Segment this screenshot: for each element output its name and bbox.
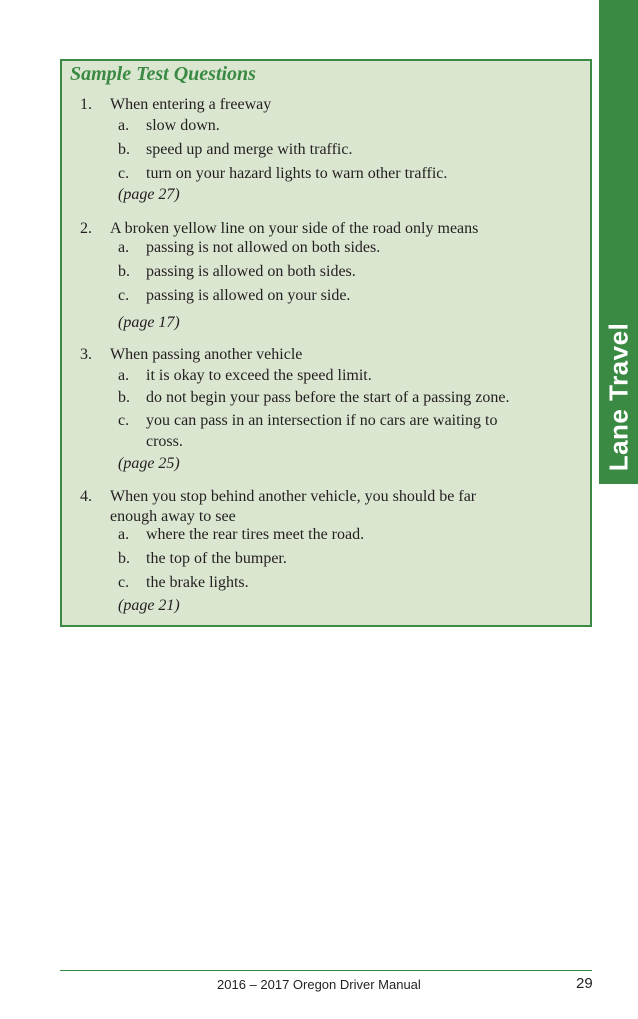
option-letter: b. [118, 141, 130, 158]
option-letter: c. [118, 412, 130, 429]
option-text: turn on your hazard lights to warn other traffic. [146, 165, 448, 182]
question-number: 3. [80, 346, 92, 363]
question-text: When you stop behind another vehicle, you should be far [110, 488, 477, 505]
footer-divider [60, 970, 592, 971]
option-text: passing is allowed on your side. [146, 287, 351, 304]
option-letter: a. [118, 367, 130, 384]
option-text: you can pass in an intersection if no cars are waiting to [146, 412, 498, 429]
page-reference: (page 17) [118, 314, 180, 331]
option-text: passing is not allowed on both sides. [146, 239, 381, 256]
option-text: it is okay to exceed the speed limit. [146, 367, 372, 384]
option-text: the top of the bumper. [146, 550, 287, 567]
option-letter: b. [118, 263, 130, 280]
option-letter: c. [118, 165, 130, 182]
option-text: passing is allowed on both sides. [146, 263, 356, 280]
question-text: When entering a freeway [110, 96, 272, 113]
question-text: When passing another vehicle [110, 346, 303, 363]
page-reference: (page 27) [118, 186, 180, 203]
option-text: slow down. [146, 117, 220, 134]
page-reference: (page 21) [118, 597, 180, 614]
option-letter: b. [118, 550, 130, 567]
option-text: do not begin your pass before the start of a passing zone. [146, 389, 510, 406]
question-text-continued: enough away to see [110, 508, 236, 525]
option-letter: a. [118, 239, 130, 256]
option-letter: c. [118, 574, 130, 591]
question-text: A broken yellow line on your side of the road only means [110, 220, 479, 237]
box-title: Sample Test Questions [70, 63, 256, 85]
option-letter: b. [118, 389, 130, 406]
page-number: 29 [576, 975, 593, 992]
side-tab-label: Lane Travel [603, 322, 634, 472]
page-reference: (page 25) [118, 455, 180, 472]
option-text: speed up and merge with traffic. [146, 141, 353, 158]
option-letter: a. [118, 526, 130, 543]
option-text: where the rear tires meet the road. [146, 526, 365, 543]
question-number: 2. [80, 220, 92, 237]
question-number: 1. [80, 96, 92, 113]
option-text-continued: cross. [146, 433, 183, 450]
question-number: 4. [80, 488, 92, 505]
footer-title: 2016 – 2017 Oregon Driver Manual [217, 977, 421, 992]
option-text: the brake lights. [146, 574, 249, 591]
option-letter: a. [118, 117, 130, 134]
option-letter: c. [118, 287, 130, 304]
